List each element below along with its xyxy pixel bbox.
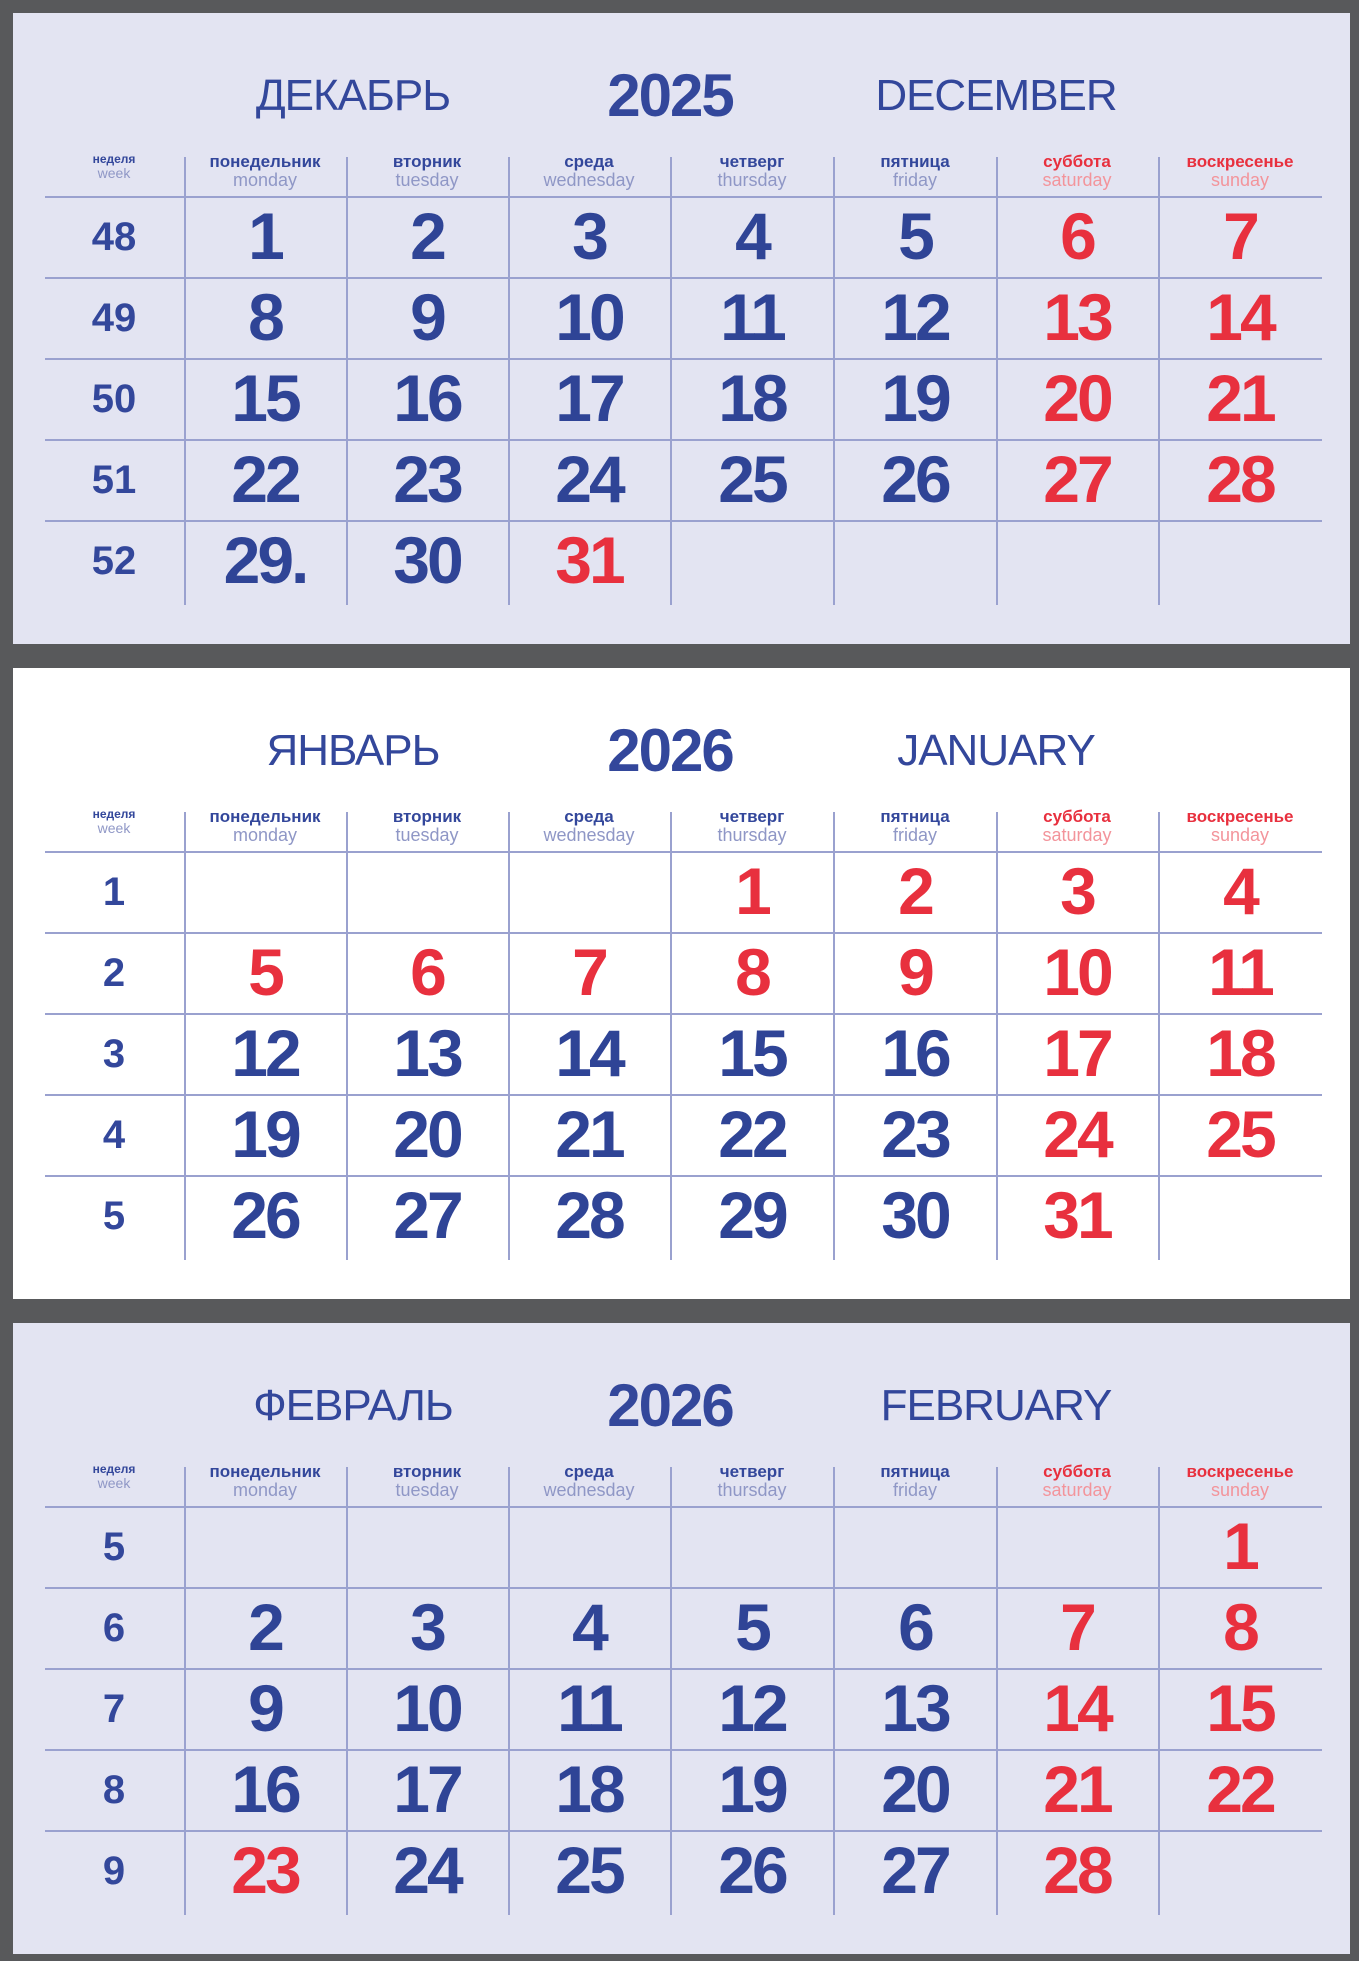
column-header-en: sunday [1210,1479,1270,1500]
grid-row-line [45,1013,1322,1015]
day-cell: 26 [718,1833,786,1907]
day-cell: 20 [881,1752,949,1826]
day-cell: 4 [572,1590,606,1664]
day-cell: 15 [231,361,299,435]
column-header-ru: четверг [719,807,785,826]
month-name-ru: ФЕВРАЛЬ [253,1381,453,1430]
column-header-en: friday [892,1479,937,1500]
day-cell: 10 [1043,935,1111,1009]
column-header-en: week [97,819,131,836]
day-cell: 17 [555,361,623,435]
column-header-en: week [97,1474,131,1491]
grid-column-line [833,812,835,1260]
column-header-ru: суббота [1043,1462,1111,1481]
column-header-ru: неделя [92,1462,136,1476]
day-cell: 23 [231,1833,299,1907]
grid-column-line [996,812,998,1260]
day-cell: 24 [555,442,623,516]
day-cell: 13 [393,1016,461,1090]
column-header-ru: вторник [392,807,462,826]
grid-column-line [670,157,672,605]
day-cell: 31 [1043,1178,1111,1252]
grid-column-line [1158,1467,1160,1915]
day-cell: 27 [393,1178,461,1252]
column-header-tuesday [347,808,507,845]
day-cell: 12 [718,1671,786,1745]
day-cell: 18 [555,1752,623,1826]
day-cell: 2 [248,1590,282,1664]
column-header-sunday [1160,1463,1320,1500]
column-header-tuesday [347,153,507,190]
column-header-ru: вторник [392,1462,462,1481]
grid-column-line [346,1467,348,1915]
day-cell: 19 [881,361,949,435]
week-number: 1 [102,870,126,914]
column-header-en: tuesday [395,1479,459,1500]
grid-column-line [508,1467,510,1915]
day-cell: 16 [231,1752,299,1826]
day-cell: 7 [1060,1590,1094,1664]
column-header-week [34,153,194,180]
column-header-ru: неделя [92,807,136,821]
day-cell: 24 [393,1833,461,1907]
day-cell: 21 [1043,1752,1111,1826]
day-cell: 3 [410,1590,444,1664]
day-cell: 4 [1223,854,1257,928]
column-header-en: saturday [1042,1479,1112,1500]
grid-column-line [833,1467,835,1915]
day-cell: 25 [1206,1097,1274,1171]
month-panel-february [13,1323,1350,1954]
year-label: 2025 [607,62,733,129]
column-header-monday [185,808,345,845]
day-cell: 13 [881,1671,949,1745]
day-cell: 9 [248,1671,282,1745]
column-header-friday [835,808,995,845]
grid-column-line [346,812,348,1260]
column-header-ru: среда [564,152,614,171]
column-header-friday [835,153,995,190]
day-cell: 1 [735,854,769,928]
day-cell: 3 [572,199,606,273]
month-panel-december [13,13,1350,644]
grid-column-line [184,157,186,605]
grid-column-line [1158,157,1160,605]
day-cell: 17 [1043,1016,1111,1090]
column-header-saturday [997,1463,1157,1500]
day-cell: 1 [248,199,282,273]
day-cell: 31 [555,523,623,597]
week-number: 51 [91,458,137,502]
day-cell: 23 [393,442,461,516]
day-cell: 20 [1043,361,1111,435]
week-number: 3 [102,1032,126,1076]
grid-column-line [508,812,510,1260]
day-cell: 4 [735,199,769,273]
day-cell: 25 [555,1833,623,1907]
month-name-en: DECEMBER [875,71,1117,120]
week-number: 4 [102,1113,126,1157]
day-cell: 19 [718,1752,786,1826]
day-cell: 14 [1206,280,1274,354]
column-header-ru: суббота [1043,807,1111,826]
day-cell: 26 [231,1178,299,1252]
week-number: 5 [102,1525,126,1569]
grid-row-line [45,1830,1322,1832]
day-cell: 5 [898,199,932,273]
day-cell: 28 [1043,1833,1111,1907]
week-number: 49 [91,296,137,340]
week-number: 2 [102,951,126,995]
column-header-wednesday [509,1463,669,1500]
column-header-ru: четверг [719,1462,785,1481]
column-header-ru: пятница [880,807,950,826]
day-cell: 28 [555,1178,623,1252]
day-cell: 29 [718,1178,786,1252]
grid-column-line [670,1467,672,1915]
grid-column-line [996,1467,998,1915]
day-cell: 28 [1206,442,1274,516]
day-cell: 24 [1043,1097,1111,1171]
grid-row-line [45,1506,1322,1508]
week-number: 8 [102,1768,126,1812]
week-number: 48 [91,215,137,259]
month-name-en: FEBRUARY [880,1381,1112,1430]
year-label: 2026 [607,1372,733,1439]
column-header-ru: пятница [880,152,950,171]
day-cell: 25 [718,442,786,516]
column-header-en: monday [232,169,298,190]
day-cell: 10 [393,1671,461,1745]
day-cell: 14 [555,1016,623,1090]
day-cell: 3 [1060,854,1094,928]
column-header-en: sunday [1210,824,1270,845]
day-cell: 12 [881,280,949,354]
day-cell: 13 [1043,280,1111,354]
column-header-ru: пятница [880,1462,950,1481]
grid-column-line [184,1467,186,1915]
column-header-ru: воскресенье [1186,1462,1294,1481]
day-cell: 22 [718,1097,786,1171]
month-name-en: JANUARY [897,726,1095,775]
day-cell: 16 [881,1016,949,1090]
column-header-thursday [672,808,832,845]
grid-column-line [346,157,348,605]
month-name-ru: ДЕКАБРЬ [255,71,451,120]
column-header-en: thursday [717,169,787,190]
column-header-saturday [997,153,1157,190]
week-number: 5 [102,1194,126,1238]
day-cell: 6 [898,1590,932,1664]
day-cell: 27 [881,1833,949,1907]
day-cell: 27 [1043,442,1111,516]
grid-row-line [45,520,1322,522]
column-header-ru: воскресенье [1186,152,1294,171]
day-cell: 30 [393,523,461,597]
day-cell: 6 [410,935,444,1009]
column-header-tuesday [347,1463,507,1500]
column-header-ru: понедельник [209,152,321,171]
day-cell: 15 [1206,1671,1274,1745]
day-cell: 23 [881,1097,949,1171]
day-cell: 5 [248,935,282,1009]
grid-row-line [45,358,1322,360]
column-header-friday [835,1463,995,1500]
column-header-en: wednesday [543,1479,635,1500]
column-header-en: wednesday [543,169,635,190]
day-cell: 1 [1223,1509,1257,1583]
day-cell: 11 [1208,935,1272,1009]
grid-column-line [508,157,510,605]
column-header-en: week [97,164,131,181]
column-header-wednesday [509,808,669,845]
grid-row-line [45,851,1322,853]
grid-column-line [670,812,672,1260]
grid-row-line [45,196,1322,198]
day-cell: 17 [393,1752,461,1826]
column-header-en: tuesday [395,824,459,845]
day-cell: 26 [881,442,949,516]
day-cell: 11 [557,1671,621,1745]
day-cell: 18 [1206,1016,1274,1090]
month-panel-january [13,668,1350,1299]
column-header-ru: среда [564,1462,614,1481]
column-header-en: thursday [717,824,787,845]
day-cell: 30 [881,1178,949,1252]
week-number: 52 [91,539,137,583]
column-header-ru: понедельник [209,1462,321,1481]
week-number: 6 [102,1606,126,1650]
day-cell: 8 [248,280,282,354]
column-header-sunday [1160,808,1320,845]
column-header-ru: четверг [719,152,785,171]
day-cell: 22 [1206,1752,1274,1826]
column-header-wednesday [509,153,669,190]
column-header-sunday [1160,153,1320,190]
grid-row-line [45,1175,1322,1177]
week-number: 7 [102,1687,126,1731]
day-cell: 7 [1223,199,1257,273]
column-header-en: tuesday [395,169,459,190]
grid-row-line [45,277,1322,279]
week-number: 9 [102,1849,126,1893]
column-header-en: saturday [1042,824,1112,845]
day-cell: 16 [393,361,461,435]
day-cell: 6 [1060,199,1094,273]
day-cell: 10 [555,280,623,354]
column-header-ru: среда [564,807,614,826]
column-header-week [34,1463,194,1490]
column-header-ru: вторник [392,152,462,171]
column-header-thursday [672,1463,832,1500]
day-cell: 19 [231,1097,299,1171]
grid-row-line [45,932,1322,934]
day-cell: 18 [718,361,786,435]
day-cell: 22 [231,442,299,516]
column-header-week [34,808,194,835]
day-cell: 9 [410,280,444,354]
day-cell: 21 [1206,361,1274,435]
day-cell: 21 [555,1097,623,1171]
column-header-en: wednesday [543,824,635,845]
grid-row-line [45,1749,1322,1751]
column-header-monday [185,153,345,190]
column-header-en: saturday [1042,169,1112,190]
column-header-monday [185,1463,345,1500]
column-header-en: thursday [717,1479,787,1500]
week-number: 50 [91,377,137,421]
day-cell: 7 [572,935,606,1009]
column-header-ru: понедельник [209,807,321,826]
column-header-en: friday [892,169,937,190]
day-cell: 11 [720,280,784,354]
column-header-saturday [997,808,1157,845]
day-cell: 20 [393,1097,461,1171]
column-header-en: sunday [1210,169,1270,190]
column-header-en: monday [232,824,298,845]
day-cell: 8 [1223,1590,1257,1664]
column-header-ru: воскресенье [1186,807,1294,826]
grid-column-line [1158,812,1160,1260]
grid-row-line [45,439,1322,441]
column-header-ru: суббота [1043,152,1111,171]
column-header-ru: неделя [92,152,136,166]
grid-row-line [45,1587,1322,1589]
grid-column-line [996,157,998,605]
column-header-thursday [672,153,832,190]
day-cell: 12 [231,1016,299,1090]
month-name-ru: ЯНВАРЬ [266,726,440,775]
day-cell: 2 [898,854,932,928]
day-cell: 2 [410,199,444,273]
day-cell: 29. [223,523,307,597]
grid-row-line [45,1094,1322,1096]
day-cell: 14 [1043,1671,1111,1745]
grid-column-line [833,157,835,605]
day-cell: 5 [735,1590,769,1664]
day-cell: 8 [735,935,769,1009]
day-cell: 9 [898,935,932,1009]
grid-row-line [45,1668,1322,1670]
grid-column-line [184,812,186,1260]
day-cell: 15 [718,1016,786,1090]
year-label: 2026 [607,717,733,784]
column-header-en: monday [232,1479,298,1500]
column-header-en: friday [892,824,937,845]
